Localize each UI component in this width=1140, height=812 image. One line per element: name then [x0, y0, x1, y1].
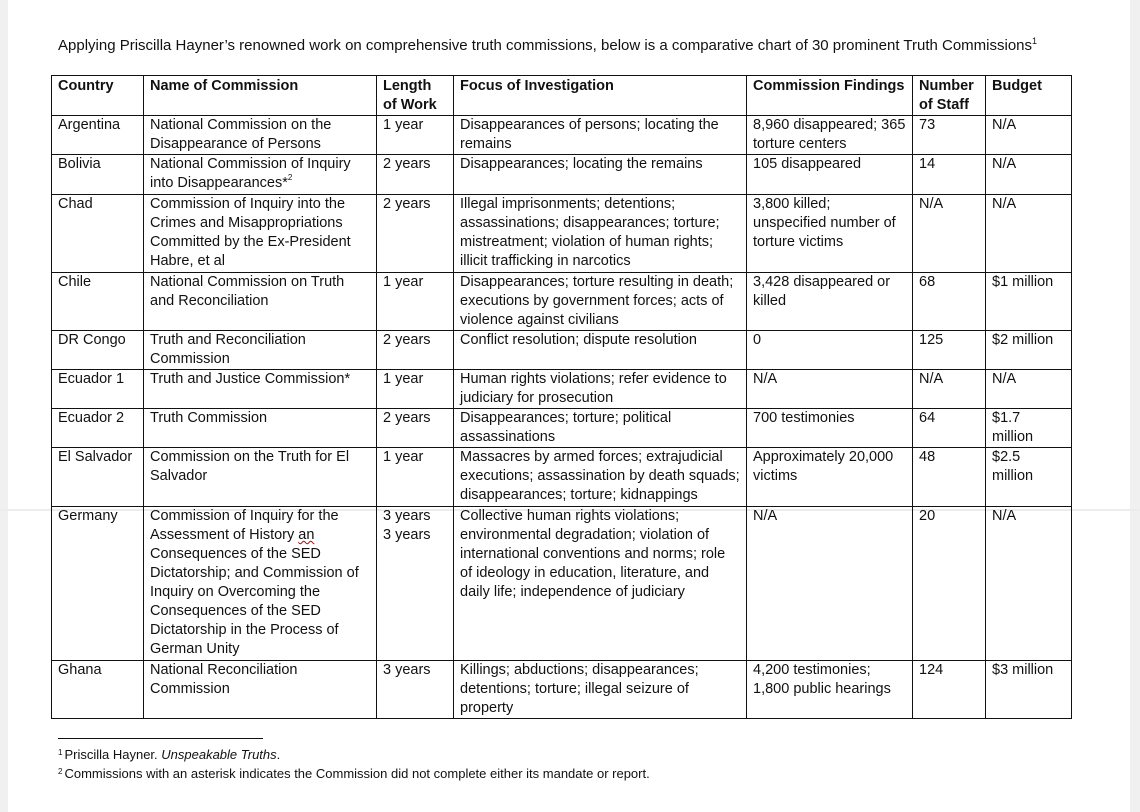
- cell-name-part2: Consequences of the SED Dictatorship; and Commission of Inquiry on Overcoming the Consequences of the SED Dictatorship in the Process of German Unity: [150, 546, 359, 657]
- cell-staff: 68: [913, 273, 986, 331]
- cell-staff: 73: [913, 116, 986, 155]
- footnote-text: Commissions with an asterisk indicates the Commission did not complete either its mandate or report.: [64, 766, 650, 781]
- cell-staff: 125: [913, 331, 986, 370]
- header-staff: Number of Staff: [913, 76, 986, 116]
- footnote-marker: 1: [58, 748, 63, 757]
- header-focus: Focus of Investigation: [454, 76, 747, 116]
- cell-length: 1 year: [377, 273, 454, 331]
- cell-length: 1 year: [377, 448, 454, 507]
- header-budget: Budget: [986, 76, 1072, 116]
- cell-name: Commission of Inquiry into the Crimes and Misappropriations Committed by the Ex-President Habre, et al: [144, 195, 377, 273]
- cell-name: National Reconciliation Commission: [144, 661, 377, 719]
- cell-country: Ecuador 2: [52, 409, 144, 448]
- cell-length: 2 years: [377, 331, 454, 370]
- cell-budget: $3 million: [986, 661, 1072, 719]
- cell-country: Argentina: [52, 116, 144, 155]
- table-row: [52, 116, 1072, 155]
- cell-findings: N/A: [747, 370, 913, 409]
- table-row: [52, 448, 1072, 507]
- cell-budget: N/A: [986, 370, 1072, 409]
- table-row: [52, 155, 1072, 195]
- cell-length: 3 years: [377, 661, 454, 719]
- cell-focus: Human rights violations; refer evidence to judiciary for prosecution: [454, 370, 747, 409]
- footnote-1: [58, 746, 650, 765]
- header-findings: Commission Findings: [747, 76, 913, 116]
- intro-paragraph: [58, 37, 1037, 54]
- cell-focus: Illegal imprisonments; detentions; assassinations; disappearances; torture; mistreatment; violation of human rights; illicit trafficking in narcotics: [454, 195, 747, 273]
- cell-focus: Killings; abductions; disappearances; detentions; torture; illegal seizure of property: [454, 661, 747, 719]
- cell-name-text: National Commission of Inquiry into Disappearances*: [150, 156, 351, 191]
- footnote-2: [58, 765, 650, 784]
- table-row: [52, 273, 1072, 331]
- cell-length-second: 3 years: [383, 527, 431, 543]
- cell-staff: N/A: [913, 195, 986, 273]
- table-header-row: [52, 76, 1072, 116]
- footnote-separator: [58, 738, 263, 739]
- cell-name: National Commission on the Disappearance of Persons: [144, 116, 377, 155]
- cell-focus: Disappearances; torture resulting in death; executions by government forces; acts of violence against civilians: [454, 273, 747, 331]
- cell-findings: 0: [747, 331, 913, 370]
- page-margin-right: [1130, 0, 1140, 812]
- cell-focus: Disappearances; torture; political assassinations: [454, 409, 747, 448]
- page-margin-left: [0, 0, 8, 812]
- cell-budget: N/A: [986, 155, 1072, 195]
- cell-budget: N/A: [986, 195, 1072, 273]
- cell-focus: Disappearances of persons; locating the remains: [454, 116, 747, 155]
- cell-name: [144, 507, 377, 661]
- cell-name-part1: Commission of Inquiry for the Assessment of History: [150, 508, 339, 543]
- cell-findings: 3,800 killed; unspecified number of torture victims: [747, 195, 913, 273]
- cell-budget: $1 million: [986, 273, 1072, 331]
- cell-budget: $1.7 million: [986, 409, 1072, 448]
- cell-focus: Massacres by armed forces; extrajudicial executions; assassination by death squads; disappearances; torture; kidnappings: [454, 448, 747, 507]
- cell-staff: 48: [913, 448, 986, 507]
- footnote-ref-1[interactable]: 1: [1032, 36, 1038, 46]
- cell-findings: 8,960 disappeared; 365 torture centers: [747, 116, 913, 155]
- table-row: [52, 370, 1072, 409]
- cell-country: Germany: [52, 507, 144, 661]
- cell-name: Truth and Reconciliation Commission: [144, 331, 377, 370]
- cell-staff: 64: [913, 409, 986, 448]
- cell-findings: 105 disappeared: [747, 155, 913, 195]
- truth-commissions-table: [51, 75, 1072, 719]
- cell-focus: Disappearances; locating the remains: [454, 155, 747, 195]
- footnote-book-title: Unspeakable Truths: [161, 747, 277, 762]
- cell-length-first: 3 years: [383, 508, 431, 524]
- header-length: Length of Work: [377, 76, 454, 116]
- cell-focus: Collective human rights violations; environmental degradation; violation of international conventions and norms; role of ideology in education, literature, and daily life; independence of judiciary: [454, 507, 747, 661]
- cell-country: DR Congo: [52, 331, 144, 370]
- cell-findings: Approximately 20,000 victims: [747, 448, 913, 507]
- table-row: [52, 331, 1072, 370]
- footnote-ref-2[interactable]: 2: [287, 173, 293, 182]
- cell-findings: 3,428 disappeared or killed: [747, 273, 913, 331]
- table-row: [52, 507, 1072, 661]
- cell-budget: N/A: [986, 507, 1072, 661]
- cell-findings: N/A: [747, 507, 913, 661]
- cell-length: 2 years: [377, 155, 454, 195]
- cell-findings: 4,200 testimonies; 1,800 public hearings: [747, 661, 913, 719]
- cell-length: 2 years: [377, 409, 454, 448]
- header-name: Name of Commission: [144, 76, 377, 116]
- cell-budget: $2 million: [986, 331, 1072, 370]
- cell-staff: 124: [913, 661, 986, 719]
- footnote-marker: 2: [58, 767, 63, 776]
- cell-budget: $2.5 million: [986, 448, 1072, 507]
- cell-country: Chad: [52, 195, 144, 273]
- footnote-text-end: .: [276, 747, 281, 762]
- cell-country: Ghana: [52, 661, 144, 719]
- cell-budget: N/A: [986, 116, 1072, 155]
- table-row: [52, 195, 1072, 273]
- cell-focus: Conflict resolution; dispute resolution: [454, 331, 747, 370]
- table-row: [52, 409, 1072, 448]
- intro-text: Applying Priscilla Hayner’s renowned work on comprehensive truth commissions, below is a comparative chart of 30 prominent Truth Commissions: [58, 37, 1033, 54]
- header-country: Country: [52, 76, 144, 116]
- footnote-text: Priscilla Hayner.: [64, 747, 162, 762]
- spellcheck-flagged-word[interactable]: an: [298, 527, 315, 543]
- cell-staff: 20: [913, 507, 986, 661]
- footnotes: [58, 746, 650, 784]
- cell-findings: 700 testimonies: [747, 409, 913, 448]
- cell-country: Ecuador 1: [52, 370, 144, 409]
- cell-name: Truth Commission: [144, 409, 377, 448]
- cell-staff: 14: [913, 155, 986, 195]
- cell-length: 1 year: [377, 370, 454, 409]
- cell-length: [377, 507, 454, 661]
- cell-staff: N/A: [913, 370, 986, 409]
- table-row: [52, 661, 1072, 719]
- cell-name: National Commission on Truth and Reconciliation: [144, 273, 377, 331]
- cell-country: Chile: [52, 273, 144, 331]
- cell-name: Truth and Justice Commission*: [144, 370, 377, 409]
- cell-name: [144, 155, 377, 195]
- cell-country: El Salvador: [52, 448, 144, 507]
- cell-length: 2 years: [377, 195, 454, 273]
- cell-length: 1 year: [377, 116, 454, 155]
- cell-name: Commission on the Truth for El Salvador: [144, 448, 377, 507]
- cell-country: Bolivia: [52, 155, 144, 195]
